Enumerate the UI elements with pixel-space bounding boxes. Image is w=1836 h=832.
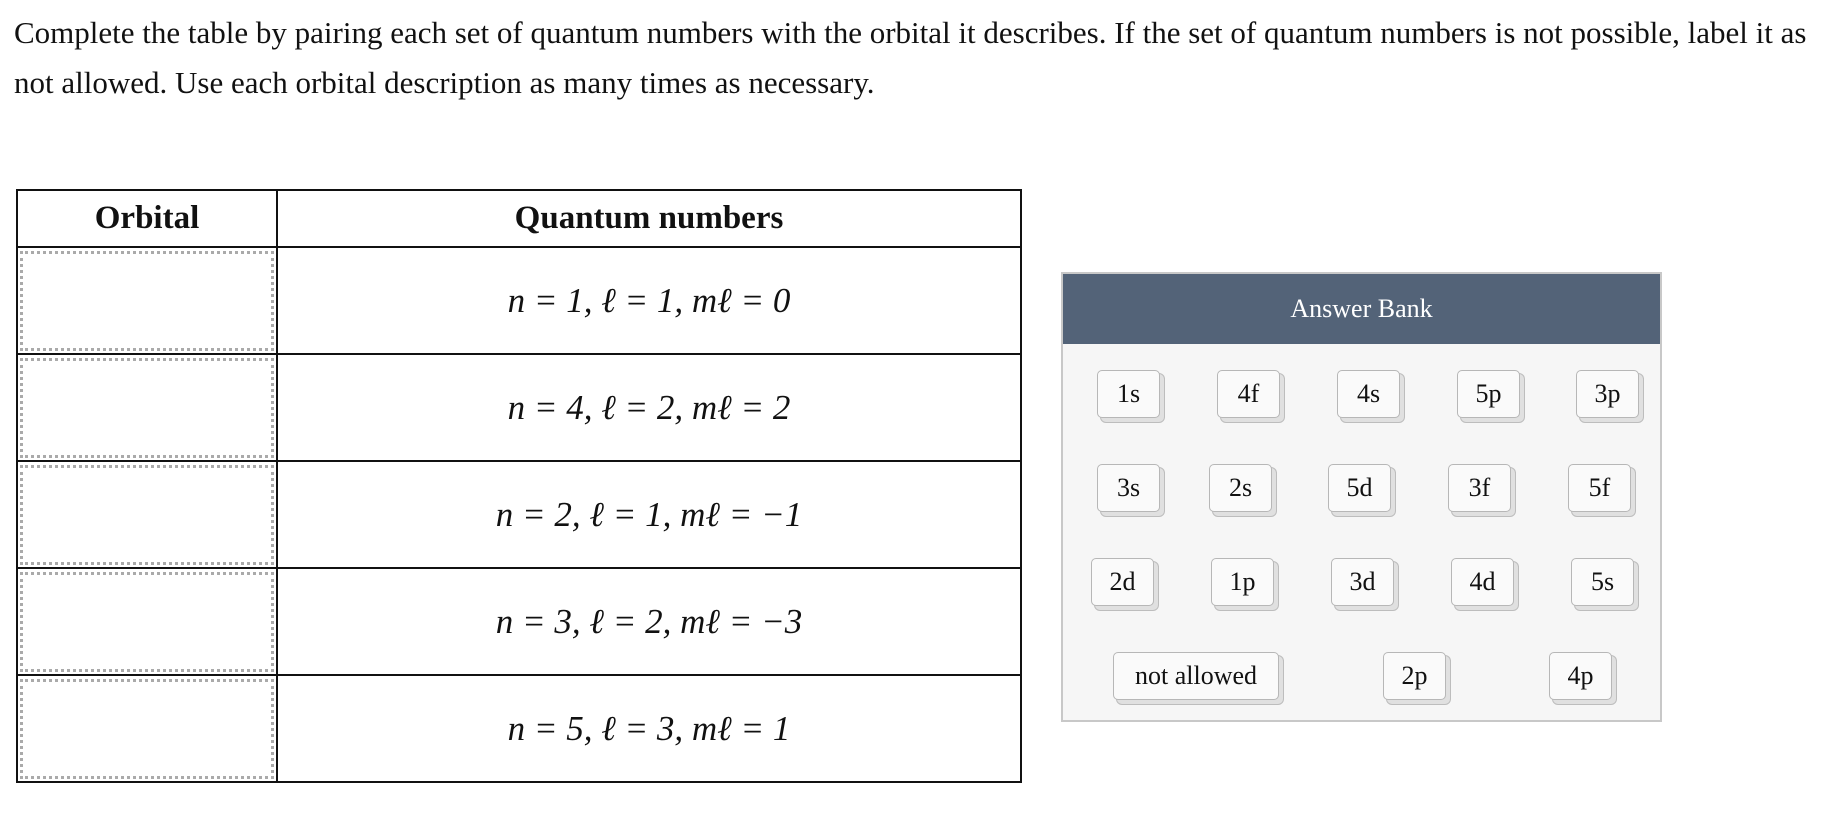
table-row (17, 675, 1021, 782)
quantum-cell (277, 461, 1021, 568)
answer-chip-2d[interactable]: 2d (1091, 558, 1154, 606)
orbital-drop-zone-3[interactable] (20, 465, 274, 565)
orbital-cell (17, 354, 277, 461)
quantum-header: Quantum numbers (277, 190, 1021, 247)
quantum-cell (277, 247, 1021, 354)
orbital-drop-zone-5[interactable] (20, 679, 274, 779)
answer-chip-5f[interactable]: 5f (1568, 464, 1631, 512)
quantum-numbers-3: n = 2, ℓ = 1, mℓ = −1 (495, 494, 803, 534)
table-row (17, 354, 1021, 461)
table-row (17, 247, 1021, 354)
quantum-numbers-1: n = 1, ℓ = 1, mℓ = 0 (507, 280, 791, 320)
orbital-cell (17, 461, 277, 568)
answer-bank-title: Answer Bank (1063, 274, 1660, 344)
answer-chip-2s[interactable]: 2s (1209, 464, 1272, 512)
quantum-numbers-4: n = 3, ℓ = 2, mℓ = −3 (495, 601, 803, 641)
instructions: Complete the table by pairing each set of quantum numbers with the orbital it describes. If the set of quantum numbers is not possible, label it as not allowed. Use each orbital description as many times as necessary. (14, 15, 1807, 100)
answer-chip-3f[interactable]: 3f (1448, 464, 1511, 512)
orbital-table (16, 189, 1022, 783)
answer-chip-4d[interactable]: 4d (1451, 558, 1514, 606)
orbital-cell (17, 675, 277, 782)
answer-chip-5p[interactable]: 5p (1457, 370, 1520, 418)
answer-chip-not-allowed[interactable]: not allowed (1113, 652, 1279, 700)
table-header-row (17, 190, 1021, 247)
orbital-cell (17, 568, 277, 675)
orbital-drop-zone-4[interactable] (20, 572, 274, 672)
quantum-cell (277, 568, 1021, 675)
answer-bank (1061, 272, 1662, 722)
quantum-numbers-5: n = 5, ℓ = 3, mℓ = 1 (507, 708, 791, 748)
answer-chip-1p[interactable]: 1p (1211, 558, 1274, 606)
answer-chip-5s[interactable]: 5s (1571, 558, 1634, 606)
quantum-cell (277, 354, 1021, 461)
answer-chip-2p[interactable]: 2p (1383, 652, 1446, 700)
answer-chip-3p[interactable]: 3p (1576, 370, 1639, 418)
orbital-cell (17, 247, 277, 354)
answer-chip-3s[interactable]: 3s (1097, 464, 1160, 512)
orbital-drop-zone-1[interactable] (20, 251, 274, 351)
answer-chip-5d[interactable]: 5d (1328, 464, 1391, 512)
answer-chip-4p[interactable]: 4p (1549, 652, 1612, 700)
table-row (17, 568, 1021, 675)
answer-chip-4f[interactable]: 4f (1217, 370, 1280, 418)
answer-chip-3d[interactable]: 3d (1331, 558, 1394, 606)
quantum-numbers-2: n = 4, ℓ = 2, mℓ = 2 (507, 387, 791, 427)
orbital-drop-zone-2[interactable] (20, 358, 274, 458)
orbital-header: Orbital (17, 190, 277, 247)
quantum-cell (277, 675, 1021, 782)
table-row (17, 461, 1021, 568)
answer-chip-4s[interactable]: 4s (1337, 370, 1400, 418)
answer-chip-1s[interactable]: 1s (1097, 370, 1160, 418)
